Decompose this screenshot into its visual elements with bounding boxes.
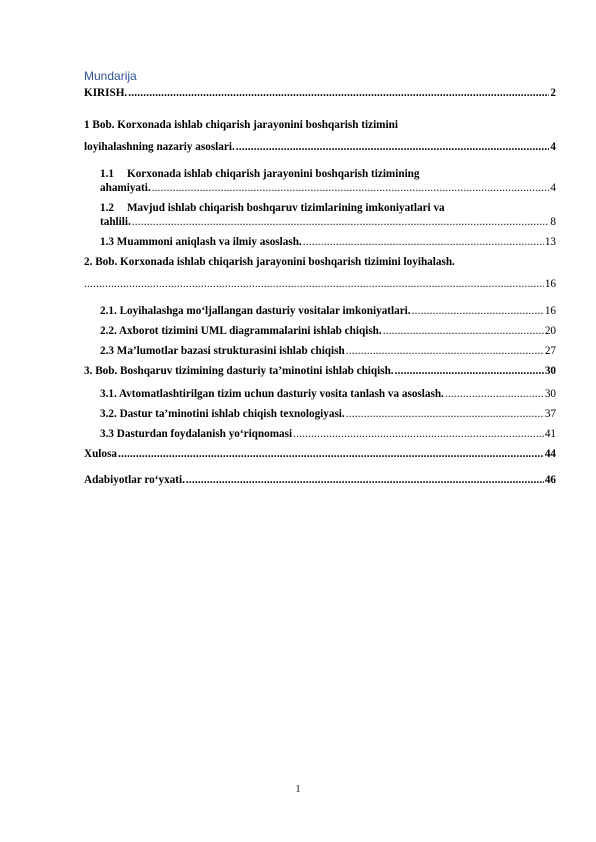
toc-entry-page: 27 [544,345,556,357]
toc-entry-3-3[interactable] [84,427,556,441]
toc-entry-bob2[interactable] [84,251,556,295]
toc-entry-xulosa[interactable] [84,447,556,461]
toc-entry-title: 3.3 Dasturdan foydalanish yo‘riqnomasi [100,428,293,440]
toc-leader-dots [236,136,550,158]
toc-leader-dots [383,324,544,338]
toc-leader-dots [445,387,544,401]
toc-entry-title-line1: Mavjud ishlab chiqarish boshqaruv tizimlarining imkoniyatlari va [127,202,445,214]
toc-entry-title: 3.2. Dastur ta’minotini ishlab chiqish texnologiyasi. [100,408,345,420]
toc-entry-2-3[interactable] [84,344,556,358]
toc-entry-title: Adabiyotlar ro‘yxati. [84,474,185,486]
toc-entry-title: 1.3 Muammoni aniqlash va ilmiy asoslash. [100,236,302,248]
toc-entry-1-2[interactable] [84,201,556,229]
toc-entry-page: 16 [544,278,556,290]
toc-entry-adabiyotlar[interactable] [84,473,556,487]
toc-entry-page: 44 [544,448,556,460]
toc-leader-dots [132,215,550,229]
toc-entry-title: 3. Bob. Boshqaruv tizimining dasturiy ta’minotini ishlab chiqish. [84,365,394,377]
toc-leader-dots [303,235,544,249]
toc-leader-dots [84,273,544,295]
toc-entry-bob1[interactable] [84,114,556,158]
toc-entry-kirish[interactable] [84,86,556,100]
toc-leader-dots [152,181,550,195]
toc-entry-page: 2 [550,87,556,99]
page-number: 1 [295,784,301,795]
table-of-contents [84,86,556,487]
toc-entry-page: 13 [544,236,556,248]
toc-entry-1-1[interactable] [84,167,556,195]
toc-entry-2-2[interactable] [84,324,556,338]
toc-entry-title: Xulosa [84,448,117,460]
toc-leader-dots [395,364,544,378]
toc-entry-title-line1: Korxonada ishlab chiqarish jarayonini boshqarish tizimining [127,168,420,180]
toc-entry-page: 4 [550,182,556,194]
toc-leader-dots [293,427,544,441]
toc-entry-title: 2.1. Loyihalashga mo‘ljallangan dasturiy vositalar imkoniyatlari. [100,305,411,317]
toc-entry-title: 2.3 Ma’lumotlar bazasi strukturasini ishlab chiqish [100,345,345,357]
toc-entry-title: ahamiyati. [100,182,151,194]
toc-leader-dots [186,473,544,487]
toc-entry-title: loyihalashning nazariy asoslari. [84,141,235,153]
toc-entry-page: 16 [544,305,556,317]
toc-entry-page: 46 [544,474,556,486]
toc-entry-title: 3.1. Avtomatlashtirilgan tizim uchun dasturiy vosita tanlash va asoslash. [100,388,444,400]
toc-leader-dots [412,304,544,318]
toc-entry-title: 2.2. Axborot tizimini UML diagrammalarini ishlab chiqish. [100,325,382,337]
toc-entry-page: 30 [544,388,556,400]
toc-entry-page: 8 [550,216,556,228]
toc-entry-3-2[interactable] [84,407,556,421]
toc-entry-page: 41 [544,428,556,440]
toc-leader-dots [346,407,544,421]
toc-entry-page: 20 [544,325,556,337]
toc-entry-page: 37 [544,408,556,420]
toc-entry-number: 1.2 [100,202,114,214]
toc-leader-dots [118,447,544,461]
toc-entry-title-line1: 2. Bob. Korxonada ishlab chiqarish jarayonini boshqarish tizimini loyihalash. [84,256,455,268]
toc-entry-page: 30 [544,365,556,377]
toc-entry-title: KIRISH. [84,87,128,99]
toc-entry-title-line1: 1 Bob. Korxonada ishlab chiqarish jarayonini boshqarish tizimini [84,119,398,131]
toc-entry-3-1[interactable] [84,387,556,401]
toc-leader-dots [128,86,549,100]
toc-entry-bob3[interactable] [84,364,556,378]
toc-entry-page: 4 [550,141,556,153]
toc-entry-number: 1.1 [100,168,114,180]
toc-heading: Mundarija [84,69,137,83]
toc-entry-1-3[interactable] [84,235,556,249]
toc-entry-2-1[interactable] [84,304,556,318]
toc-entry-title: tahlili. [100,216,131,228]
toc-leader-dots [346,344,544,358]
